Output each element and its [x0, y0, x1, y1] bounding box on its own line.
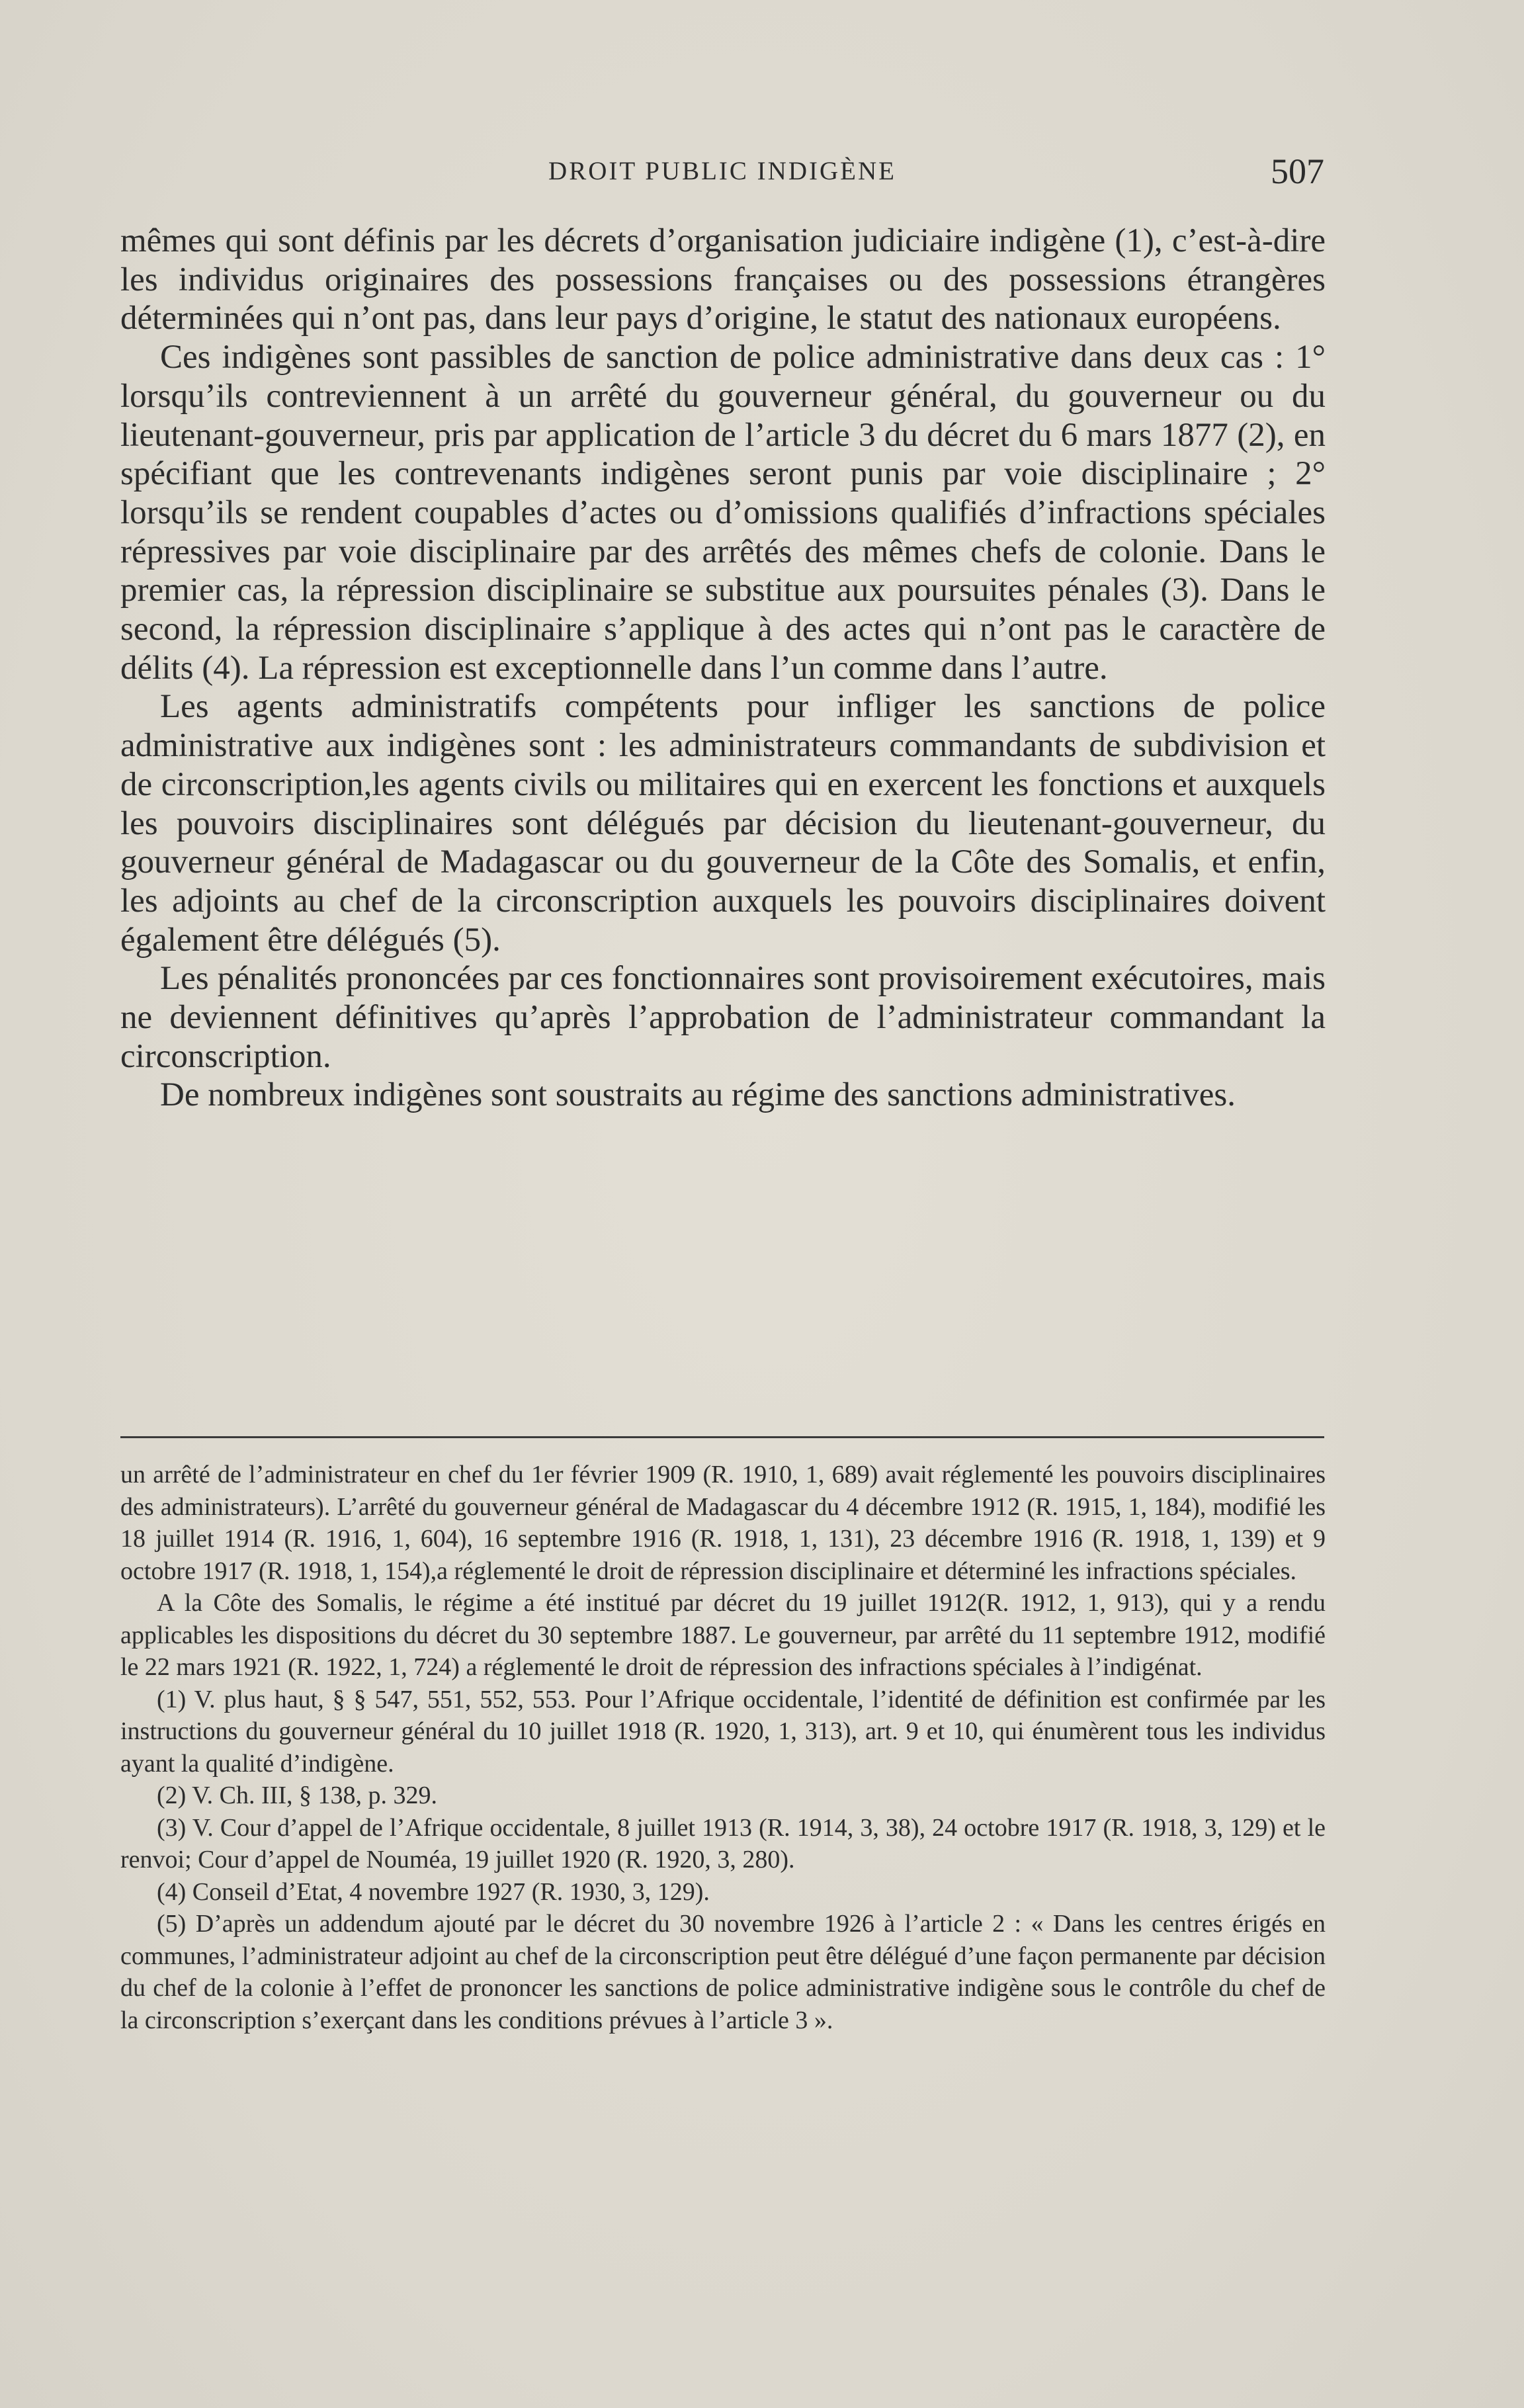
- footnotes: [120, 1459, 1326, 2036]
- main-text: [120, 222, 1326, 1115]
- page-number: 507: [1271, 151, 1324, 191]
- footnote-separator: [120, 1436, 1324, 1438]
- footnote-4: (4) Conseil d’Etat, 4 novembre 1927 (R. 1930, 3, 129).: [157, 1877, 710, 1906]
- footnote-5: (5) D’après un addendum ajouté par le décret du 30 novembre 1926 à l’article 2 : « Dans les centres érigés en communes, l’administrateur adjoint au chef de la circonscription peut être délégué d’une façon permanente par décision du chef de la colonie à l’effet de prononcer les sanctions de police administrative indigène sous le contrôle du chef de la circonscription s’exerçant dans les conditions prévues à l’article 3 ».: [120, 1910, 1326, 2034]
- body-paragraph: Les pénalités prononcées par ces fonctionnaires sont provisoirement exécutoires, mais ne deviennent définitives qu’après l’approbation de l’administrateur commandant la circonscription.: [120, 960, 1326, 1075]
- footnote-1: (1) V. plus haut, § § 547, 551, 552, 553. Pour l’Afrique occidentale, l’identité de définition est confirmée par les instructions du gouverneur général du 10 juillet 1918 (R. 1920, 1, 313), art. 9 et 10, qui énumèrent tous les individus ayant la qualité d’indigène.: [120, 1685, 1326, 1778]
- body-paragraph: Les agents administratifs compétents pour infliger les sanctions de police administrative aux indigènes sont : les administrateurs commandants de subdivision et de circonscription,les agents civils ou militaires qui en exercent les fonctions et auxquels les pouvoirs disciplinaires sont délégués par décision du lieutenant-gouverneur, du gouverneur général de Madagascar ou du gouverneur de la Côte des Somalis, et enfin, les adjoints au chef de la circonscription auxquels les pouvoirs disciplinaires doivent également être délégués (5).: [120, 688, 1326, 959]
- body-paragraph: Ces indigènes sont passibles de sanction de police administrative dans deux cas : 1° lorsqu’ils contreviennent à un arrêté du gouverneur général, du gouverneur ou du lieutenant-gouverneur, pris par application de l’article 3 du décret du 6 mars 1877 (2), en spécifiant que les contrevenants indigènes seront punis par voie disciplinaire ; 2° lorsqu’ils se rendent coupables d’actes ou d’omissions qualifiés d’infractions spéciales répressives par voie disciplinaire par des arrêtés des mêmes chefs de colonie. Dans le premier cas, la répression disciplinaire se substitue aux poursuites pénales (3). Dans le second, la répression disciplinaire s’applique à des actes qui n’ont pas le caractère de délits (4). La répression est exceptionnelle dans l’un comme dans l’autre.: [120, 339, 1326, 687]
- body-paragraph: mêmes qui sont définis par les décrets d’organisation judiciaire indigène (1), c’est-à-dire les individus originaires des possessions françaises ou des possessions étrangères déterminées qui n’ont pas, dans leur pays d’origine, le statut des nationaux européens.: [120, 222, 1326, 337]
- running-title: DROIT PUBLIC INDIGÈNE: [548, 157, 896, 185]
- page-header: [120, 150, 1324, 202]
- body-paragraph: De nombreux indigènes sont soustraits au régime des sanctions administratives.: [160, 1076, 1236, 1114]
- footnote-2: (2) V. Ch. III, § 138, p. 329.: [157, 1782, 437, 1809]
- footnote-continuation: un arrêté de l’administrateur en chef du 1er février 1909 (R. 1910, 1, 689) avait réglementé les pouvoirs disciplinaires des administrateurs). L’arrêté du gouverneur général de Madagascar du 4 décembre 1912 (R. 1915, 1, 184), modifié les 18 juillet 1914 (R. 1916, 1, 604), 16 septembre 1916 (R. 1918, 1, 131), 23 décembre 1916 (R. 1918, 1, 139) et 9 octobre 1917 (R. 1918, 1, 154),a réglementé le droit de répression disciplinaire et déterminé les infractions spéciales.: [120, 1461, 1326, 1585]
- footnote-3: (3) V. Cour d’appel de l’Afrique occidentale, 8 juillet 1913 (R. 1914, 3, 38), 24 octobre 1917 (R. 1918, 3, 129) et le renvoi; Cour d’appel de Nouméa, 19 juillet 1920 (R. 1920, 3, 280).: [120, 1813, 1326, 1873]
- footnote-somalis: A la Côte des Somalis, le régime a été institué par décret du 19 juillet 1912(R. 1912, 1, 913), qui y a rendu applicables les dispositions du décret du 30 septembre 1887. Le gouverneur, par arrêté du 11 septembre 1912, modifié le 22 mars 1921 (R. 1922, 1, 724) a réglementé le droit de répression des infractions spéciales à l’indigénat.: [120, 1589, 1326, 1681]
